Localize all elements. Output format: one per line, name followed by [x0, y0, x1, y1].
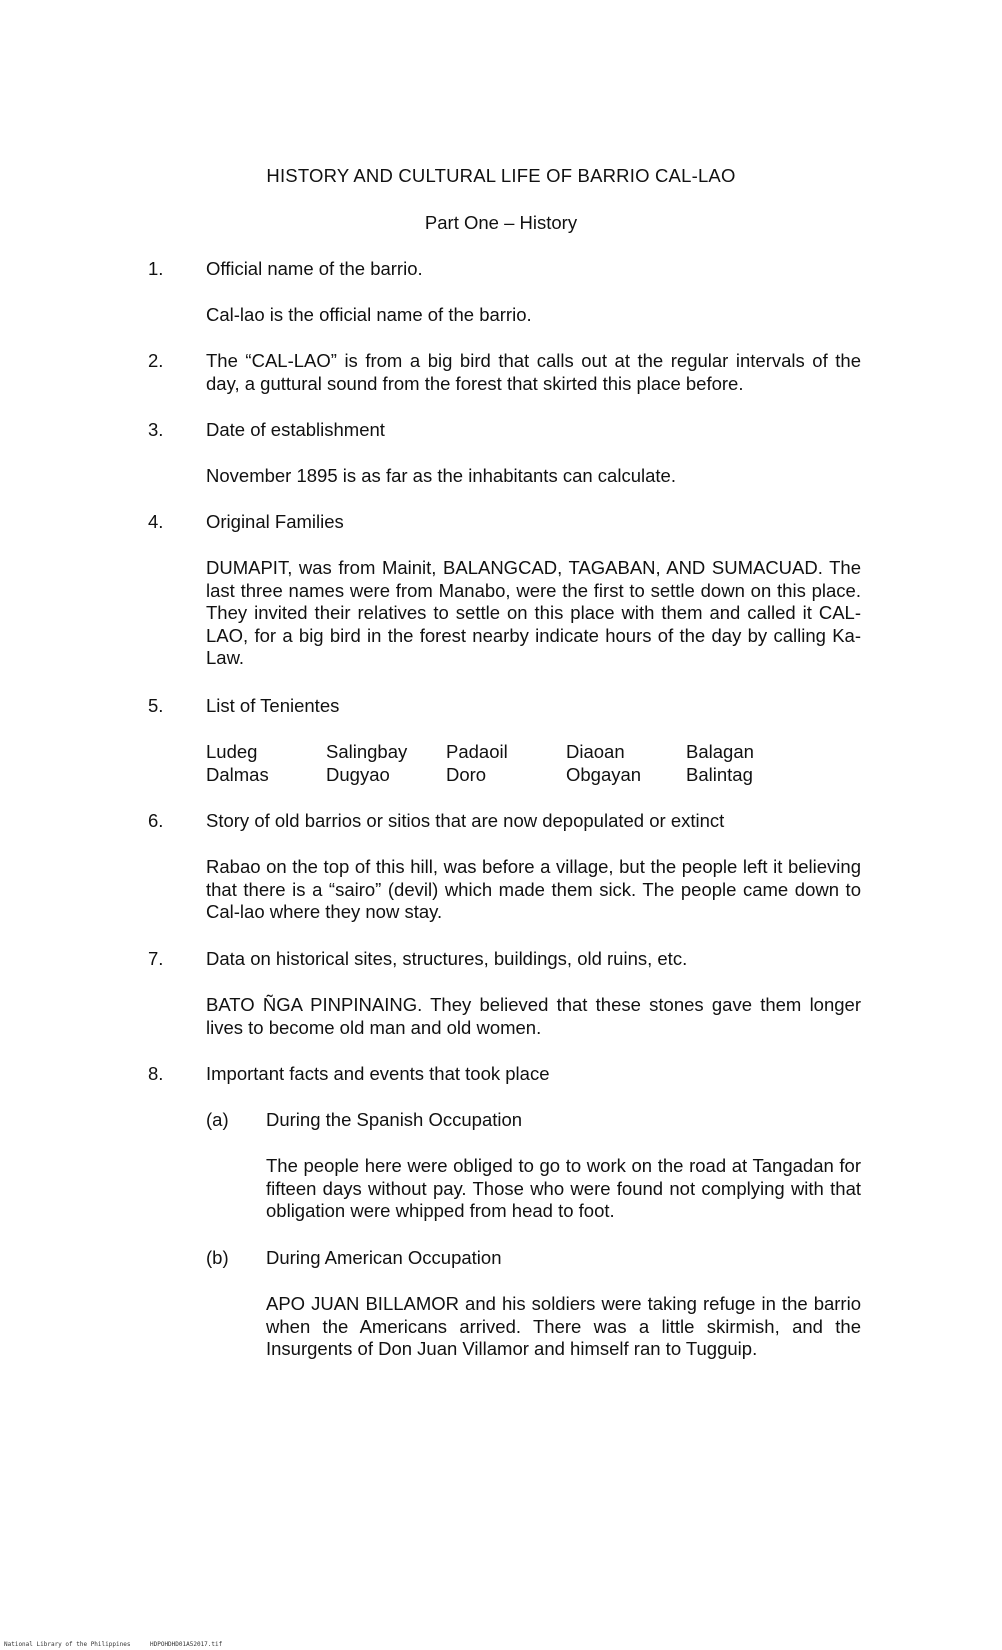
subitem-heading: During American Occupation	[266, 1247, 502, 1268]
teniente-name: Dalmas	[206, 764, 269, 785]
item-heading: Original Families	[206, 511, 344, 532]
footer-source-label: National Library of the Philippines	[4, 1641, 131, 1648]
footer-file-name: HDPOHDHD01A52017.tif	[150, 1641, 223, 1648]
item-heading: Data on historical sites, structures, buildings, old ruins, etc.	[206, 948, 688, 969]
item-number: 1.	[148, 258, 164, 279]
item-heading: Important facts and events that took place	[206, 1063, 550, 1084]
subitem-letter: (b)	[206, 1247, 229, 1268]
teniente-name: Ludeg	[206, 741, 258, 762]
item-heading: Story of old barrios or sitios that are now depopulated or extinct	[206, 810, 725, 831]
teniente-name: Dugyao	[326, 764, 390, 785]
subitem-heading: During the Spanish Occupation	[266, 1109, 523, 1130]
item-body: DUMAPIT, was from Mainit, BALANGCAD, TAGABAN, AND SUMACUAD. The last three names were from Manabo, were the first to settle down on this place. They invited their relatives to settle on this place with them and called it CAL-LAO, for a big bird in the forest nearby indicate hours of the day by calling Ka-Law.	[206, 557, 861, 668]
teniente-name: Balagan	[686, 741, 754, 762]
subitem-body: The people here were obliged to go to work on the road at Tangadan for fifteen days without pay. Those who were found not complying with that obligation were whipped from head to foot.	[266, 1155, 861, 1221]
item-heading: List of Tenientes	[206, 695, 340, 716]
item-body: Rabao on the top of this hill, was before a village, but the people left it believing that there is a “sairo” (devil) which made them sick. The people came down to Cal-lao where they now stay.	[206, 856, 861, 922]
teniente-name: Padaoil	[446, 741, 508, 762]
item-number: 6.	[148, 810, 164, 831]
item-number: 3.	[148, 419, 164, 440]
subitem-letter: (a)	[206, 1109, 229, 1130]
item-body: Cal-lao is the official name of the barrio.	[206, 304, 532, 325]
item-body: BATO ÑGA PINPINAING. They believed that these stones gave them longer lives to become old man and old women.	[206, 994, 861, 1038]
teniente-name: Doro	[446, 764, 487, 785]
item-number: 2.	[148, 350, 164, 371]
subitem-body: APO JUAN BILLAMOR and his soldiers were taking refuge in the barrio when the Americans arrived. There was a little skirmish, and the Insurgents of Don Juan Villamor and himself ran to Tugguip.	[266, 1293, 861, 1359]
item-number: 8.	[148, 1063, 164, 1084]
teniente-name: Diaoan	[566, 741, 625, 762]
item-heading: Date of establishment	[206, 419, 385, 440]
teniente-name: Balintag	[686, 764, 753, 785]
item-number: 5.	[148, 695, 164, 716]
item-body: The “CAL-LAO” is from a big bird that calls out at the regular intervals of the day, a guttural sound from the forest that skirted this place before.	[206, 350, 861, 394]
teniente-name: Salingbay	[326, 741, 408, 762]
item-number: 4.	[148, 511, 164, 532]
page-title: HISTORY AND CULTURAL LIFE OF BARRIO CAL-LAO	[266, 165, 736, 186]
page-subtitle: Part One – History	[424, 212, 578, 233]
item-heading: Official name of the barrio.	[206, 258, 423, 279]
teniente-name: Obgayan	[566, 764, 642, 785]
item-body: November 1895 is as far as the inhabitants can calculate.	[206, 465, 676, 486]
item-number: 7.	[148, 948, 164, 969]
